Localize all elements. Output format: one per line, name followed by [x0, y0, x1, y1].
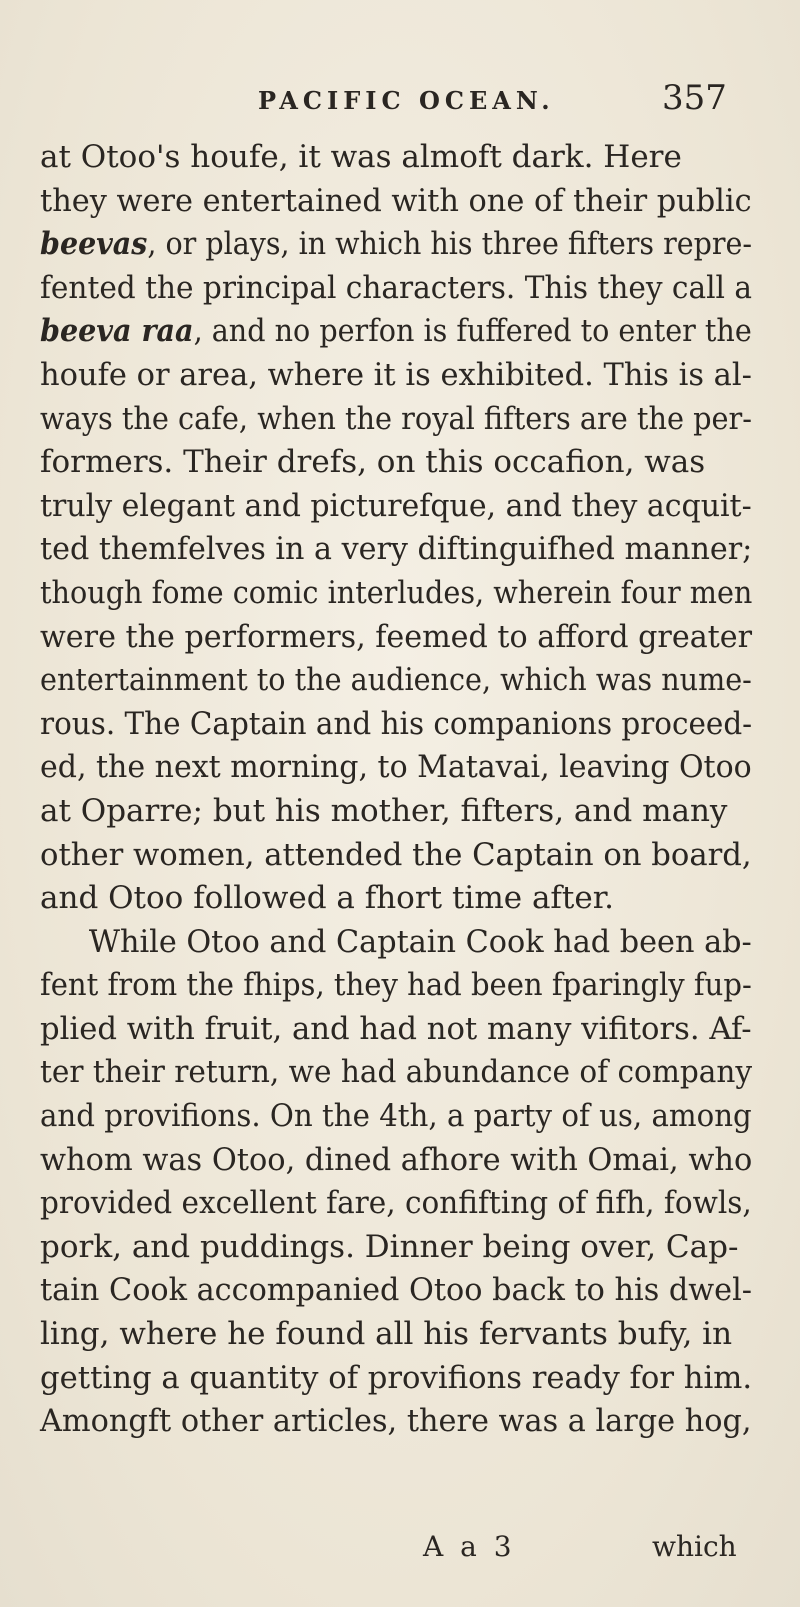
- line-text: pork, and puddings. Dinner being over, Cap-: [40, 1228, 739, 1265]
- text-line: [40, 1182, 752, 1226]
- text-line: [40, 1269, 752, 1313]
- text-line: [40, 180, 752, 224]
- italic-term: beevas: [40, 226, 148, 263]
- line-text: getting a quantity of provifions ready for him.: [40, 1359, 753, 1396]
- signature-mark: A a 3: [423, 1530, 516, 1563]
- running-head: [0, 78, 800, 128]
- text-line: [40, 354, 752, 398]
- text-line: [40, 441, 752, 485]
- line-text: houfe or area, where it is exhibited. This is al-: [40, 356, 752, 393]
- text-line: [40, 834, 752, 878]
- line-text: they were entertained with one of their public: [40, 182, 752, 219]
- line-text: tain Cook accompanied Otoo back to his dwel-: [40, 1272, 752, 1309]
- text-line: [40, 267, 752, 311]
- text-line: [40, 1139, 753, 1183]
- line-text: at Otoo's houfe, it was almoft dark. Here: [40, 139, 682, 175]
- text-line: [40, 528, 753, 572]
- line-text: While Otoo and Captain Cook had been ab-: [88, 923, 752, 960]
- running-title: PACIFIC OCEAN.: [258, 86, 555, 115]
- line-text: , or plays, in which his three fifters repre-: [147, 226, 753, 263]
- line-text: and provifions. On the 4th, a party of us, among: [40, 1098, 752, 1135]
- line-text: plied with fruit, and had not many vifitors. Af-: [40, 1010, 752, 1047]
- text-line: [40, 310, 752, 354]
- line-text: fented the principal characters. This they call a: [40, 269, 752, 306]
- line-text: provided excellent fare, confifting of fifh, fowls,: [40, 1185, 752, 1222]
- text-line: [40, 572, 753, 616]
- text-line: [40, 136, 752, 180]
- text-line: [40, 790, 752, 834]
- catchword: which: [652, 1530, 737, 1563]
- page-footer: [0, 1530, 800, 1580]
- line-text: ways the cafe, when the royal fifters are the per-: [40, 400, 752, 437]
- line-text: though fome comic interludes, wherein four men: [40, 574, 753, 611]
- line-text: fent from the fhips, they had been fparingly fup-: [40, 967, 752, 1004]
- line-text: formers. Their drefs, on this occafion, was: [40, 444, 706, 481]
- line-text: ter their return, we had abundance of company: [40, 1054, 753, 1091]
- text-line: [40, 1357, 753, 1401]
- text-line: [40, 703, 753, 747]
- line-text: were the performers, feemed to afford greater: [40, 618, 753, 655]
- page-number: 357: [662, 78, 727, 118]
- text-line: [40, 1095, 752, 1139]
- line-text: at Oparre; but his mother, fifters, and many: [40, 792, 728, 829]
- line-text: and Otoo followed a fhort time after.: [40, 880, 614, 917]
- text-line: [40, 223, 753, 267]
- text-line: [40, 921, 752, 965]
- line-text: ted themfelves in a very diftinguifhed manner;: [40, 531, 753, 568]
- text-line: [40, 616, 753, 660]
- line-text: whom was Otoo, dined afhore with Omai, who: [40, 1141, 753, 1178]
- text-line: [40, 1226, 752, 1270]
- line-text: , and no perfon is fuffered to enter the: [193, 313, 752, 350]
- line-text: rous. The Captain and his companions proceed-: [40, 705, 753, 742]
- line-text: entertainment to the audience, which was nume-: [40, 662, 752, 699]
- line-text: Amongft other articles, there was a large hog,: [40, 1403, 752, 1440]
- line-text: ling, where he found all his fervants bufy, in: [40, 1316, 733, 1353]
- text-line: [40, 398, 752, 442]
- text-line: [40, 1400, 752, 1444]
- text-line: [40, 877, 752, 921]
- line-text: truly elegant and picturefque, and they acquit-: [40, 487, 752, 524]
- body-text: [40, 136, 752, 1444]
- line-text: other women, attended the Captain on board,: [40, 836, 752, 873]
- italic-term: beeva raa: [40, 313, 194, 350]
- text-line: [40, 1051, 753, 1095]
- text-line: [40, 1313, 752, 1357]
- line-text: ed, the next morning, to Matavai, leaving Otoo: [40, 749, 752, 786]
- text-line: [40, 1008, 752, 1052]
- text-line: [40, 746, 752, 790]
- text-line: [40, 659, 752, 703]
- text-line: [40, 485, 752, 529]
- text-line: [40, 964, 752, 1008]
